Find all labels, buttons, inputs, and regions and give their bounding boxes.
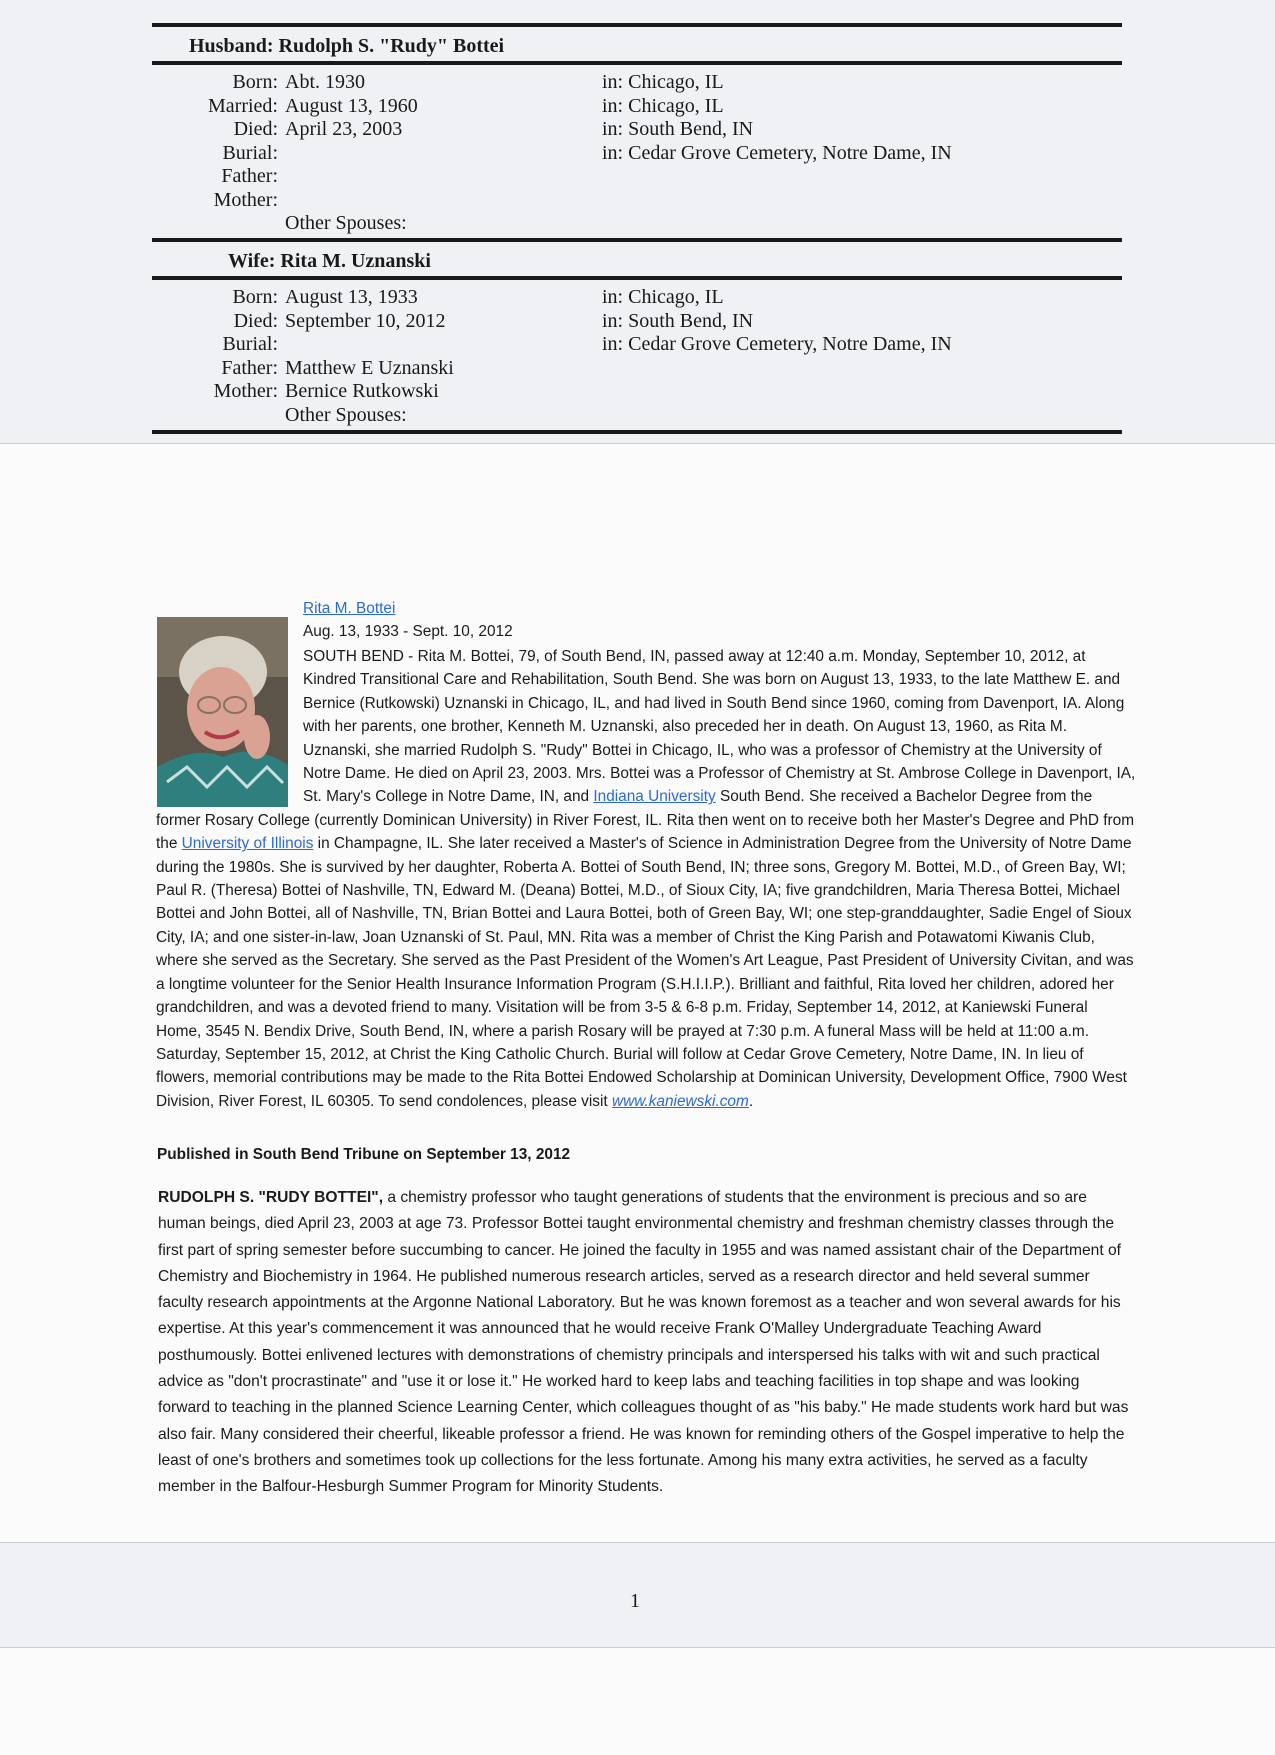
husband-other-spouses: Other Spouses: (285, 212, 407, 234)
rule-wife (152, 276, 1122, 280)
husband-died-value: April 23, 2003 (285, 118, 403, 140)
husband-name: Rudolph S. "Rudy" Bottei (278, 35, 505, 57)
wife-mother-value: Bernice Rutkowski (285, 380, 439, 402)
rule-wife-top (152, 238, 1122, 242)
obituary-text-part-2: South Bend. She received a Bachelor Degree from the former Rosary College (currently Dominican University) in River Forest, IL. Rita then went on to receive both her Master's Degree and PhD from the (156, 788, 1135, 853)
rule-bottom (152, 430, 1122, 434)
wife-born-label: Born: (232, 286, 278, 308)
husband-married-label: Married: (208, 94, 278, 117)
rudolph-bio-lead: RUDOLPH S. "RUDY BOTTEI", (158, 1189, 384, 1206)
obituary-text-part-1: SOUTH BEND - Rita M. Bottei, 79, of South Bend, IN, passed away at 12:40 a.m. Monday, September 10, 2012, at Kindred Transitional Care and Rehabilitation, South Bend. She was born on August 13, 1933, to the late Matthew E. and Bernice (Rutkowski) Uznanski in Chicago, IL, and had lived in South Bend since 1960, coming from Davenport, IA. Along with her parents, one brother, Kenneth M. Uznanski, also preceded her in death. On August 13, 1960, as Rita M. Uznanski, she married Rudolph S. "Rudy" Bottei in Chicago, IL, who was a professor of Chemistry at the University of Notre Dame. He died on April 23, 2003. Mrs. Bottei was a Professor of Chemistry at St. Ambrose College in Davenport, IA, St. Mary's College in Notre Dame, IN, and (303, 648, 1136, 806)
wife-header (228, 250, 431, 273)
wife-died-label: Died: (233, 309, 278, 332)
rule-top (152, 23, 1122, 27)
husband-born-label: Born: (232, 71, 278, 93)
husband-father-label: Father: (221, 165, 278, 187)
rule-husband (152, 61, 1122, 65)
husband-burial-place: in: Cedar Grove Cemetery, Notre Dame, IN (602, 141, 952, 164)
university-of-illinois-link[interactable]: University of Illinois (181, 835, 314, 853)
wife-father-value: Matthew E Uznanski (285, 356, 454, 379)
husband-values (285, 71, 418, 236)
wife-born-value: August 13, 1933 (285, 286, 418, 308)
husband-mother-value (285, 189, 418, 213)
wife-name: Rita M. Uznanski (280, 250, 431, 272)
wife-other-spouses: Other Spouses: (285, 403, 407, 426)
wife-values (285, 286, 454, 427)
obituary-name-link[interactable]: Rita M. Bottei (303, 600, 396, 617)
wife-born-place: in: Chicago, IL (602, 286, 724, 308)
wife-places (602, 286, 952, 357)
wife-burial-value (285, 333, 454, 357)
scan-seam-bottom (0, 1647, 1275, 1648)
husband-born-place: in: Chicago, IL (602, 71, 724, 93)
obituary-header (303, 597, 1133, 644)
husband-burial-value (285, 142, 418, 166)
scan-seam-lower (0, 1542, 1275, 1543)
scan-seam (0, 443, 1275, 444)
wife-died-value: September 10, 2012 (285, 309, 446, 332)
obituary-dates: Aug. 13, 1933 - Sept. 10, 2012 (303, 623, 513, 641)
rudolph-bio (158, 1185, 1133, 1501)
indiana-university-link[interactable]: Indiana University (593, 788, 716, 806)
husband-mother-label: Mother: (213, 188, 278, 211)
photo-wrap-spacer (156, 645, 303, 808)
kaniewski-link[interactable]: www.kaniewski.com (611, 1092, 749, 1110)
wife-died-place: in: South Bend, IN (602, 309, 754, 332)
husband-died-label: Died: (233, 118, 278, 140)
husband-burial-label: Burial: (222, 141, 278, 164)
wife-burial-place: in: Cedar Grove Cemetery, Notre Dame, IN (602, 333, 952, 355)
husband-born-value: Abt. 1930 (285, 71, 365, 93)
husband-places (602, 71, 952, 165)
husband-labels (140, 71, 278, 212)
husband-married-place: in: Chicago, IL (602, 94, 724, 117)
husband-label: Husband: (189, 35, 274, 57)
wife-mother-label: Mother: (213, 380, 278, 402)
husband-married-value: August 13, 1960 (285, 94, 418, 117)
wife-labels (140, 286, 278, 404)
wife-father-label: Father: (221, 356, 278, 379)
wife-label: Wife: (228, 250, 276, 272)
page-number: 1 (630, 1590, 640, 1612)
wife-burial-label: Burial: (222, 333, 278, 355)
husband-died-place: in: South Bend, IN (602, 118, 754, 140)
obituary-text (156, 645, 1136, 1113)
obituary-text-part-4: . (748, 1092, 754, 1110)
obituary-text-part-3: in Champagne, IL. She later received a Master's of Science in Administration Degree from the University of Notre Dame during the 1980s. She is survived by her daughter, Roberta A. Bottei of South Bend, IN; three sons, Gregory M. Bottei, M.D., of Green Bay, WI; Paul R. (Theresa) Bottei of Nashville, TN, Edward M. (Deana) Bottei, M.D., of Sioux City, IA; five grandchildren, Maria Theresa Bottei, Michael Bottei and John Bottei, all of Nashville, TN, Brian Bottei and Laura Bottei, both of Green Bay, WI; one step-granddaughter, Sadie Engel of Sioux City, IA; and one sister-in-law, Joan Uznanski of St. Paul, MN. Rita was a member of Christ the King Parish and Potawatomi Kiwanis Club, where she served as the Secretary. She served as the Past President of the Women's Art League, Past President of University Civitan, and was a longtime volunteer for the Senior Health Insurance Information Program (S.H.I.I.P.). Brilliant and faithful, Rita loved her children, adored her grandchildren, and was a devoted friend to many. Visitation will be from 3-5 & 6-8 p.m. Friday, September 14, 2012, at Kaniewski Funeral Home, 3545 N. Bendix Drive, South Bend, IN, where a parish Rosary will be prayed at 7:30 p.m. A funeral Mass will be held at 11:00 a.m. Saturday, September 15, 2012, at Christ the King Catholic Church. Burial will follow at Cedar Grove Cemetery, Notre Dame, IN. In lieu of flowers, memorial contributions may be made to the Rita Bottei Endowed Scholarship at Dominican University, Development Office, 7900 West Division, River Forest, IL 60305. To send condolences, please visit (156, 835, 1134, 1110)
husband-father-value (285, 165, 418, 189)
husband-header (189, 35, 504, 58)
published-line: Published in South Bend Tribune on September 13, 2012 (157, 1146, 571, 1163)
rudolph-bio-text: a chemistry professor who taught generations of students that the environment is precious and so are human beings, died April 23, 2003 at age 73. Professor Bottei taught environmental chemistry and freshman chemistry classes through the first part of spring semester before succumbing to cancer. He joined the faculty in 1955 and was named assistant chair of the Department of Chemistry and Biochemistry in 1964. He published numerous research articles, served as a research director and held several summer faculty research appointments at the Argonne National Laboratory. But he was known foremost as a teacher and won several awards for his expertise. At this year's commencement it was announced that he would receive Frank O'Malley Undergraduate Teaching Award posthumously. Bottei enlivened lectures with demonstrations of chemistry principals and interspersed his talks with wit and such practical advice as "don't procrastinate" and "use it or lose it." He worked hard to keep labs and teaching facilities in top shape and was looking forward to teaching in the planned Science Learning Center, which colleagues thought of as "his baby." He made students work hard but was also fair. Many considered their cheerful, likeable professor a friend. He was known for reminding others of the Gospel imperative to help the least of one's brothers and sometimes took up collections for the less fortunate. Among his many extra activities, he served as a faculty member in the Balfour-Hesburgh Summer Program for Minority Students. (158, 1189, 1129, 1496)
